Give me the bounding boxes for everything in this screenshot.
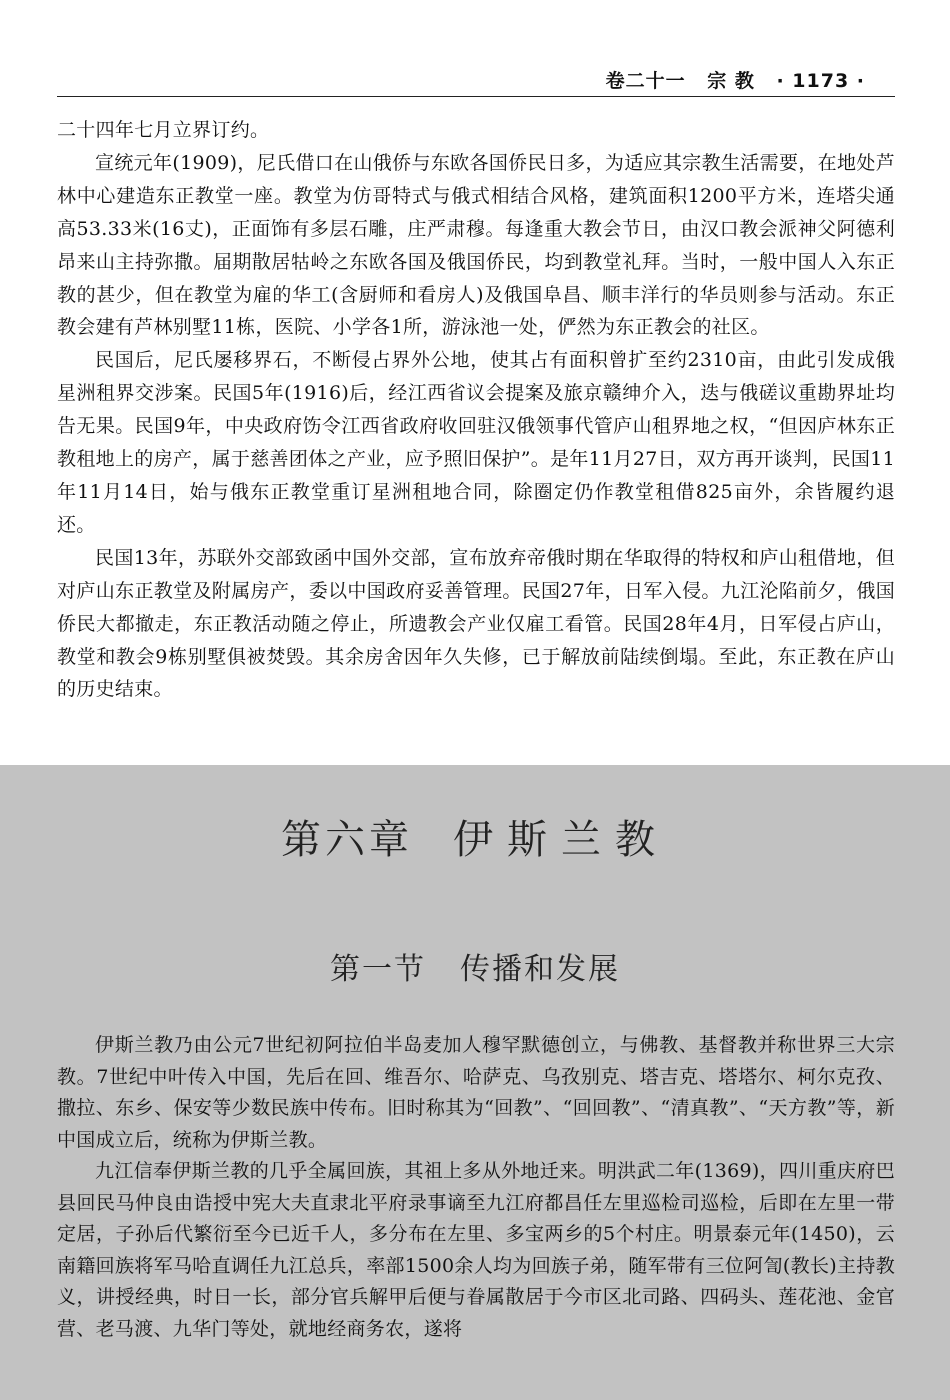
page-number: · 1173 · (776, 70, 865, 92)
chapter-title (0, 808, 950, 865)
lower-body-text (57, 1030, 895, 1345)
paragraph: 宣统元年(1909)，尼氏借口在山俄侨与东欧各国侨民日多，为适应其宗教生活需要，在地处芦林中心建造东正教堂一座。教堂为仿哥特式与俄式相结合风格，建筑面积1200平方米，连塔尖通高53.33米(16丈)，正面饰有多层石雕，庄严肃穆。每逢重大教会节日，由汉口教会派神父阿德利昂来山主持弥撒。届期散居牯岭之东欧各国及俄国侨民，均到教堂礼拜。当时，一般中国人入东正教的甚少，但在教堂为雇的华工(含厨师和看房人)及俄国阜昌、顺丰洋行的华员则参与活动。东正教会建有芦林别墅11栋，医院、小学各1所，游泳池一处，俨然为东正教会的社区。 (57, 151, 895, 339)
paragraph: 民国后，尼氏屡移界石，不断侵占界外公地，使其占有面积曾扩至约2310亩，由此引发成俄星洲租界交涉案。民国5年(1916)后，经江西省议会提案及旅京赣绅介入，迭与俄磋议重勘界址均告无果。民国9年，中央政府饬令江西省政府收回驻汉俄领事代管庐山租界地之权，“但因庐林东正教租地上的房产，属于慈善团体之产业，应予照旧保护”。是年11月27日，双方再开谈判，民国11年11月14日，始与俄东正教堂重订星洲租地合同，除圈定仍作教堂租借825亩外，余皆履约退还。 (57, 349, 895, 536)
header-volume: 卷二十一 (605, 70, 686, 92)
paragraph: 伊斯兰教乃由公元7世纪初阿拉伯半岛麦加人穆罕默德创立，与佛教、基督教并称世界三大宗教。7世纪中叶传入中国，先后在回、维吾尔、哈萨克、乌孜别克、塔吉克、塔塔尔、柯尔克孜、撒拉、东乡、保安等少数民族中传布。旧时称其为“回教”、“回回教”、“清真教”、“天方教”等，新中国成立后，统称为伊斯兰教。 (57, 1034, 895, 1151)
paragraph: 九江信奉伊斯兰教的几乎全属回族，其祖上多从外地迁来。明洪武二年(1369)，四川重庆府巴县回民马仲良由诰授中宪大夫直隶北平府录事谪至九江府都昌任左里巡检司巡检，后即在左里一带定居，子孙后代繁衍至今已近千人，多分布在左里、多宝两乡的5个村庄。明景泰元年(1450)，云南籍回族将军马哈直调任九江总兵，率部1500余人均为回族子弟，随军带有三位阿訇(教长)主持教义，讲授经典，时日一长，部分官兵解甲后便与眷属散居于今市区北司路、四码头、莲花池、金官营、老马渡、九华门等处，就地经商务农，遂将 (57, 1160, 895, 1340)
chapter-name: 伊斯兰教 (453, 817, 669, 863)
running-header (592, 66, 865, 93)
paragraph: 二十四年七月立界订约。 (57, 119, 270, 141)
section-number: 第一节 (330, 952, 426, 987)
chapter-number: 第六章 (281, 817, 413, 863)
page-header (57, 62, 895, 97)
section-name: 传播和发展 (460, 952, 620, 987)
section-title (0, 944, 950, 988)
upper-body-text (57, 114, 895, 706)
header-topic: 宗 教 (707, 70, 755, 92)
paragraph: 民国13年，苏联外交部致函中国外交部，宣布放弃帝俄时期在华取得的特权和庐山租借地，但对庐山东正教堂及附属房产，委以中国政府妥善管理。民国27年，日军入侵。九江沦陷前夕，俄国侨民大都撤走，东正教活动随之停止，所遗教会产业仅雇工看管。民国28年4月，日军侵占庐山，教堂和教会9栋别墅俱被焚毁。其余房舍因年久失修，已于解放前陆续倒塌。至此，东正教在庐山的历史结束。 (57, 546, 895, 701)
